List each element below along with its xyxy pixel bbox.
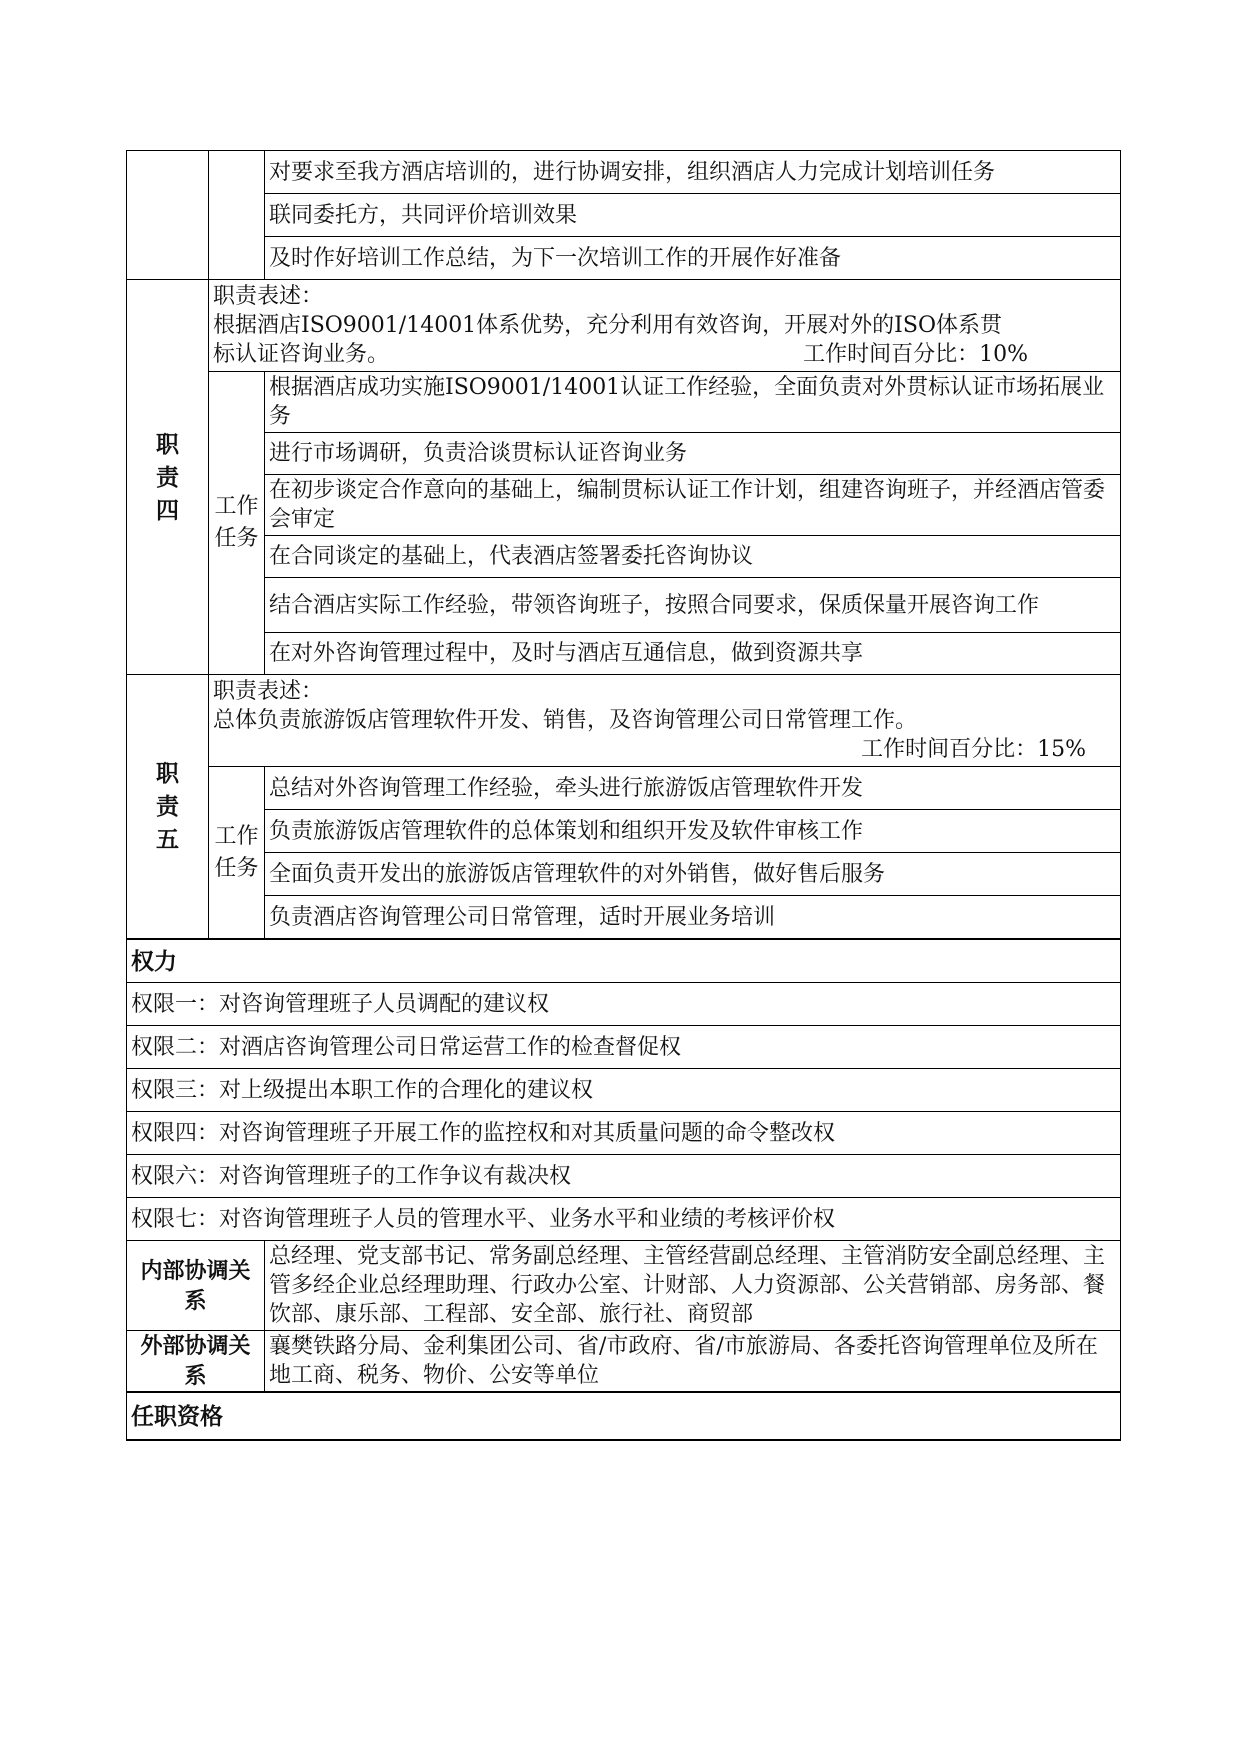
duty4-task-row bbox=[127, 578, 1121, 633]
authority-item-5: 权限六：对咨询管理班子的工作争议有裁决权 bbox=[127, 1155, 1121, 1198]
internal-coordination-text: 总经理、党支部书记、常务副总经理、主管经营副总经理、主管消防安全副总经理、主管多经企业总经理助理、行政办公室、计财部、人力资源部、公关营销部、房务部、餐饮部、康乐部、工程部、安全部、旅行社、商贸部 bbox=[265, 1241, 1121, 1331]
duty4-task-2: 进行市场调研，负责洽谈贯标认证咨询业务 bbox=[265, 433, 1121, 475]
duty5-label-text: 职 责 五 bbox=[156, 760, 179, 853]
duty4-description bbox=[209, 280, 1121, 372]
duty5-desc-text: 总体负责旅游饭店管理软件开发、销售，及咨询管理公司日常管理工作。 bbox=[213, 708, 918, 733]
duty3-label-cell bbox=[127, 151, 209, 280]
internal-coordination-row bbox=[127, 1241, 1121, 1331]
job-description-page bbox=[126, 150, 1120, 1441]
duty3-task-3: 及时作好培训工作总结，为下一次培训工作的开展作好准备 bbox=[265, 237, 1121, 280]
authority-header-row bbox=[127, 939, 1121, 983]
authority-row bbox=[127, 1069, 1121, 1112]
duty3-task-1: 对要求至我方酒店培训的，进行协调安排，组织酒店人力完成计划培训任务 bbox=[265, 151, 1121, 194]
duty3-task-row bbox=[127, 194, 1121, 237]
qualification-title: 任职资格 bbox=[127, 1392, 1121, 1440]
authority-item-3: 权限三：对上级提出本职工作的合理化的建议权 bbox=[127, 1069, 1121, 1112]
external-coordination-row bbox=[127, 1331, 1121, 1393]
duty4-desc-row bbox=[127, 280, 1121, 372]
duty5-task-label bbox=[209, 767, 265, 940]
duty4-task-label bbox=[209, 372, 265, 675]
external-coordination-text: 襄樊铁路分局、金利集团公司、省/市政府、省/市旅游局、各委托咨询管理单位及所在地工商、税务、物价、公安等单位 bbox=[265, 1331, 1121, 1393]
authority-item-4: 权限四：对咨询管理班子开展工作的监控权和对其质量问题的命令整改权 bbox=[127, 1112, 1121, 1155]
duty5-desc-title: 职责表述： bbox=[213, 679, 324, 704]
duty4-task-row bbox=[127, 536, 1121, 578]
external-coordination-label: 外部协调关系 bbox=[127, 1331, 265, 1393]
duty4-label bbox=[127, 280, 209, 675]
duty4-task-row bbox=[127, 633, 1121, 675]
duty5-task-3: 全面负责开发出的旅游饭店管理软件的对外销售，做好售后服务 bbox=[265, 853, 1121, 896]
duty3-task-row bbox=[127, 237, 1121, 280]
duty4-task-row bbox=[127, 372, 1121, 433]
duty4-task-label-text: 工作 任务 bbox=[214, 494, 259, 551]
duty5-task-4: 负责酒店咨询管理公司日常管理，适时开展业务培训 bbox=[265, 896, 1121, 940]
duty4-desc-title: 职责表述： bbox=[213, 284, 324, 309]
internal-coordination-label: 内部协调关系 bbox=[127, 1241, 265, 1331]
duty5-task-row bbox=[127, 853, 1121, 896]
duty3-task-label-cell bbox=[209, 151, 265, 280]
duty5-time-percent: 工作时间百分比：15% bbox=[861, 737, 1086, 762]
duty4-task-3: 在初步谈定合作意向的基础上，编制贯标认证工作计划，组建咨询班子，并经酒店管委会审定 bbox=[265, 475, 1121, 536]
authority-item-6: 权限七：对咨询管理班子人员的管理水平、业务水平和业绩的考核评价权 bbox=[127, 1198, 1121, 1241]
authority-row bbox=[127, 1198, 1121, 1241]
duty5-desc-row bbox=[127, 675, 1121, 767]
duty5-task-row bbox=[127, 767, 1121, 810]
authority-row bbox=[127, 1112, 1121, 1155]
duty4-task-row bbox=[127, 475, 1121, 536]
duty4-task-row bbox=[127, 433, 1121, 475]
qualification-header-row bbox=[127, 1392, 1121, 1440]
authority-row bbox=[127, 1155, 1121, 1198]
authority-row bbox=[127, 1026, 1121, 1069]
authority-item-1: 权限一：对咨询管理班子人员调配的建议权 bbox=[127, 983, 1121, 1026]
authority-title: 权力 bbox=[127, 939, 1121, 983]
duty4-desc-text: 根据酒店ISO9001/14001体系优势，充分利用有效咨询，开展对外的ISO体系贯标认证咨询业务。 bbox=[213, 313, 1002, 367]
duty5-task-1: 总结对外咨询管理工作经验，牵头进行旅游饭店管理软件开发 bbox=[265, 767, 1121, 810]
duty4-task-4: 在合同谈定的基础上，代表酒店签署委托咨询协议 bbox=[265, 536, 1121, 578]
duty5-task-label-text: 工作 任务 bbox=[214, 823, 259, 881]
job-description-table bbox=[126, 150, 1121, 1441]
duty5-description bbox=[209, 675, 1121, 767]
authority-row bbox=[127, 983, 1121, 1026]
duty5-task-row bbox=[127, 896, 1121, 940]
duty5-task-2: 负责旅游饭店管理软件的总体策划和组织开发及软件审核工作 bbox=[265, 810, 1121, 853]
duty4-task-1: 根据酒店成功实施ISO9001/14001认证工作经验，全面负责对外贯标认证市场拓展业务 bbox=[265, 372, 1121, 433]
duty4-label-text: 职 责 四 bbox=[156, 430, 179, 524]
duty4-time-percent: 工作时间百分比：10% bbox=[803, 342, 1028, 367]
duty3-task-2: 联同委托方，共同评价培训效果 bbox=[265, 194, 1121, 237]
duty4-task-5: 结合酒店实际工作经验，带领咨询班子，按照合同要求，保质保量开展咨询工作 bbox=[265, 578, 1121, 633]
authority-item-2: 权限二：对酒店咨询管理公司日常运营工作的检查督促权 bbox=[127, 1026, 1121, 1069]
duty3-task-row bbox=[127, 151, 1121, 194]
duty4-task-6: 在对外咨询管理过程中，及时与酒店互通信息，做到资源共享 bbox=[265, 633, 1121, 675]
duty5-label bbox=[127, 675, 209, 940]
duty5-task-row bbox=[127, 810, 1121, 853]
